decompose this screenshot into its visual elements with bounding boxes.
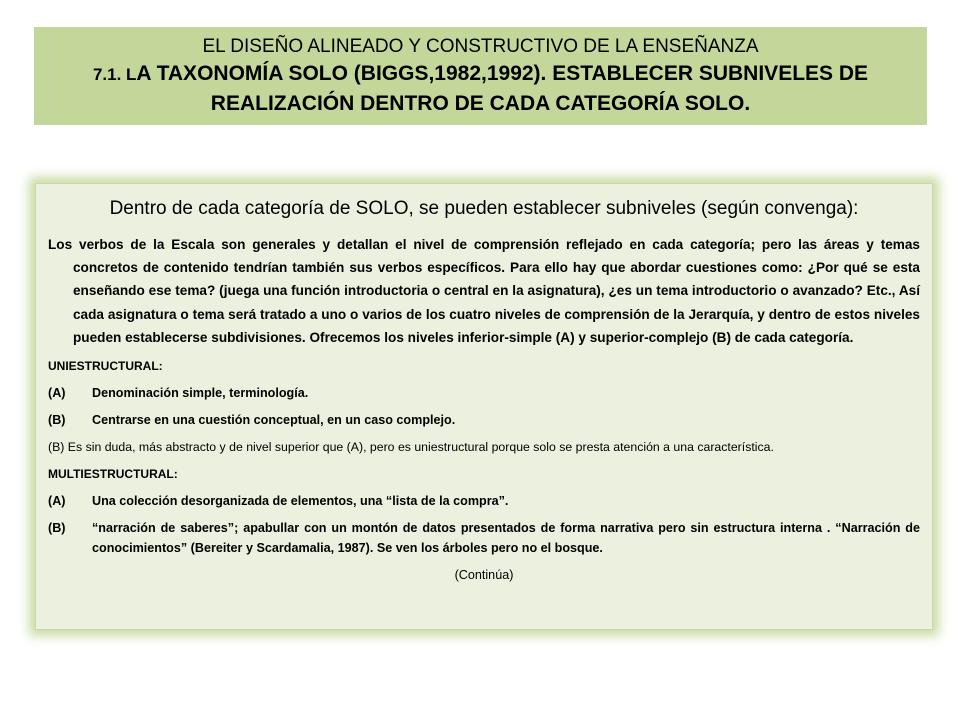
item-text: Denominación simple, terminología. <box>92 386 309 401</box>
content-heading: Dentro de cada categoría de SOLO, se pueden establecer subniveles (según convenga): <box>109 198 859 219</box>
title-line-1: EL DISEÑO ALINEADO Y CONSTRUCTIVO DE LA ENSEÑANZA <box>202 36 759 57</box>
item-label: (A) <box>48 494 66 509</box>
item-label: (A) <box>48 386 66 401</box>
list-item <box>48 410 920 430</box>
item-text: Una colección desorganizada de elementos, una “lista de la compra”. <box>92 494 509 509</box>
title-line-2 <box>34 59 927 118</box>
title-section-number: 7.1. L <box>92 65 137 84</box>
title-section-text: A TAXONOMÍA SOLO (BIGGS,1982,1992). ESTABLECER SUBNIVELES DE REALIZACIÓN DENTRO DE CADA CATEGORÍA SOLO. <box>136 62 869 115</box>
item-text: “narración de saberes”; apabullar con un montón de datos presentados de forma narrativa pero sin estructura interna . “Narración de conocimientos” (Bereiter y Scardamalia, 1987). Se ven los árboles pero no el bosque. <box>92 521 920 556</box>
content-panel <box>35 183 933 630</box>
item-label: (B) <box>48 521 66 536</box>
list-item <box>48 491 920 511</box>
uniestructural-note: (B) Es sin duda, más abstracto y de nivel superior que (A), pero es uniestructural porque solo se presta atención a una característica. <box>48 440 774 455</box>
list-item <box>48 518 920 558</box>
section-heading-multiestructural: MULTIESTRUCTURAL: <box>48 467 178 482</box>
title-banner <box>34 27 927 125</box>
section-heading-uniestructural: UNIESTRUCTURAL: <box>48 359 163 374</box>
item-text: Centrarse en una cuestión conceptual, en un caso complejo. <box>92 413 456 428</box>
continued-note: (Continúa) <box>454 568 514 583</box>
intro-paragraph: Los verbos de la Escala son generales y detallan el nivel de comprensión reflejado en cada categoría; pero las áreas y temas concretos de contenido tendrían también sus verbos específicos. Para ello hay que abordar cuestiones como: ¿Por qué se esta enseñando ese tema? (juega una función introductoria o central en la asignatura), ¿es un tema introductorio o avanzado? Etc., Así cada asignatura o tema será tratado a uno o varios de los cuatro niveles de comprensión de la Jerarquía, y dentro de estos niveles pueden establecerse subdivisiones. Ofrecemos los niveles inferior-simple (A) y superior-complejo (B) de cada categoría. <box>48 237 920 345</box>
list-item <box>48 383 920 403</box>
item-label: (B) <box>48 413 66 428</box>
